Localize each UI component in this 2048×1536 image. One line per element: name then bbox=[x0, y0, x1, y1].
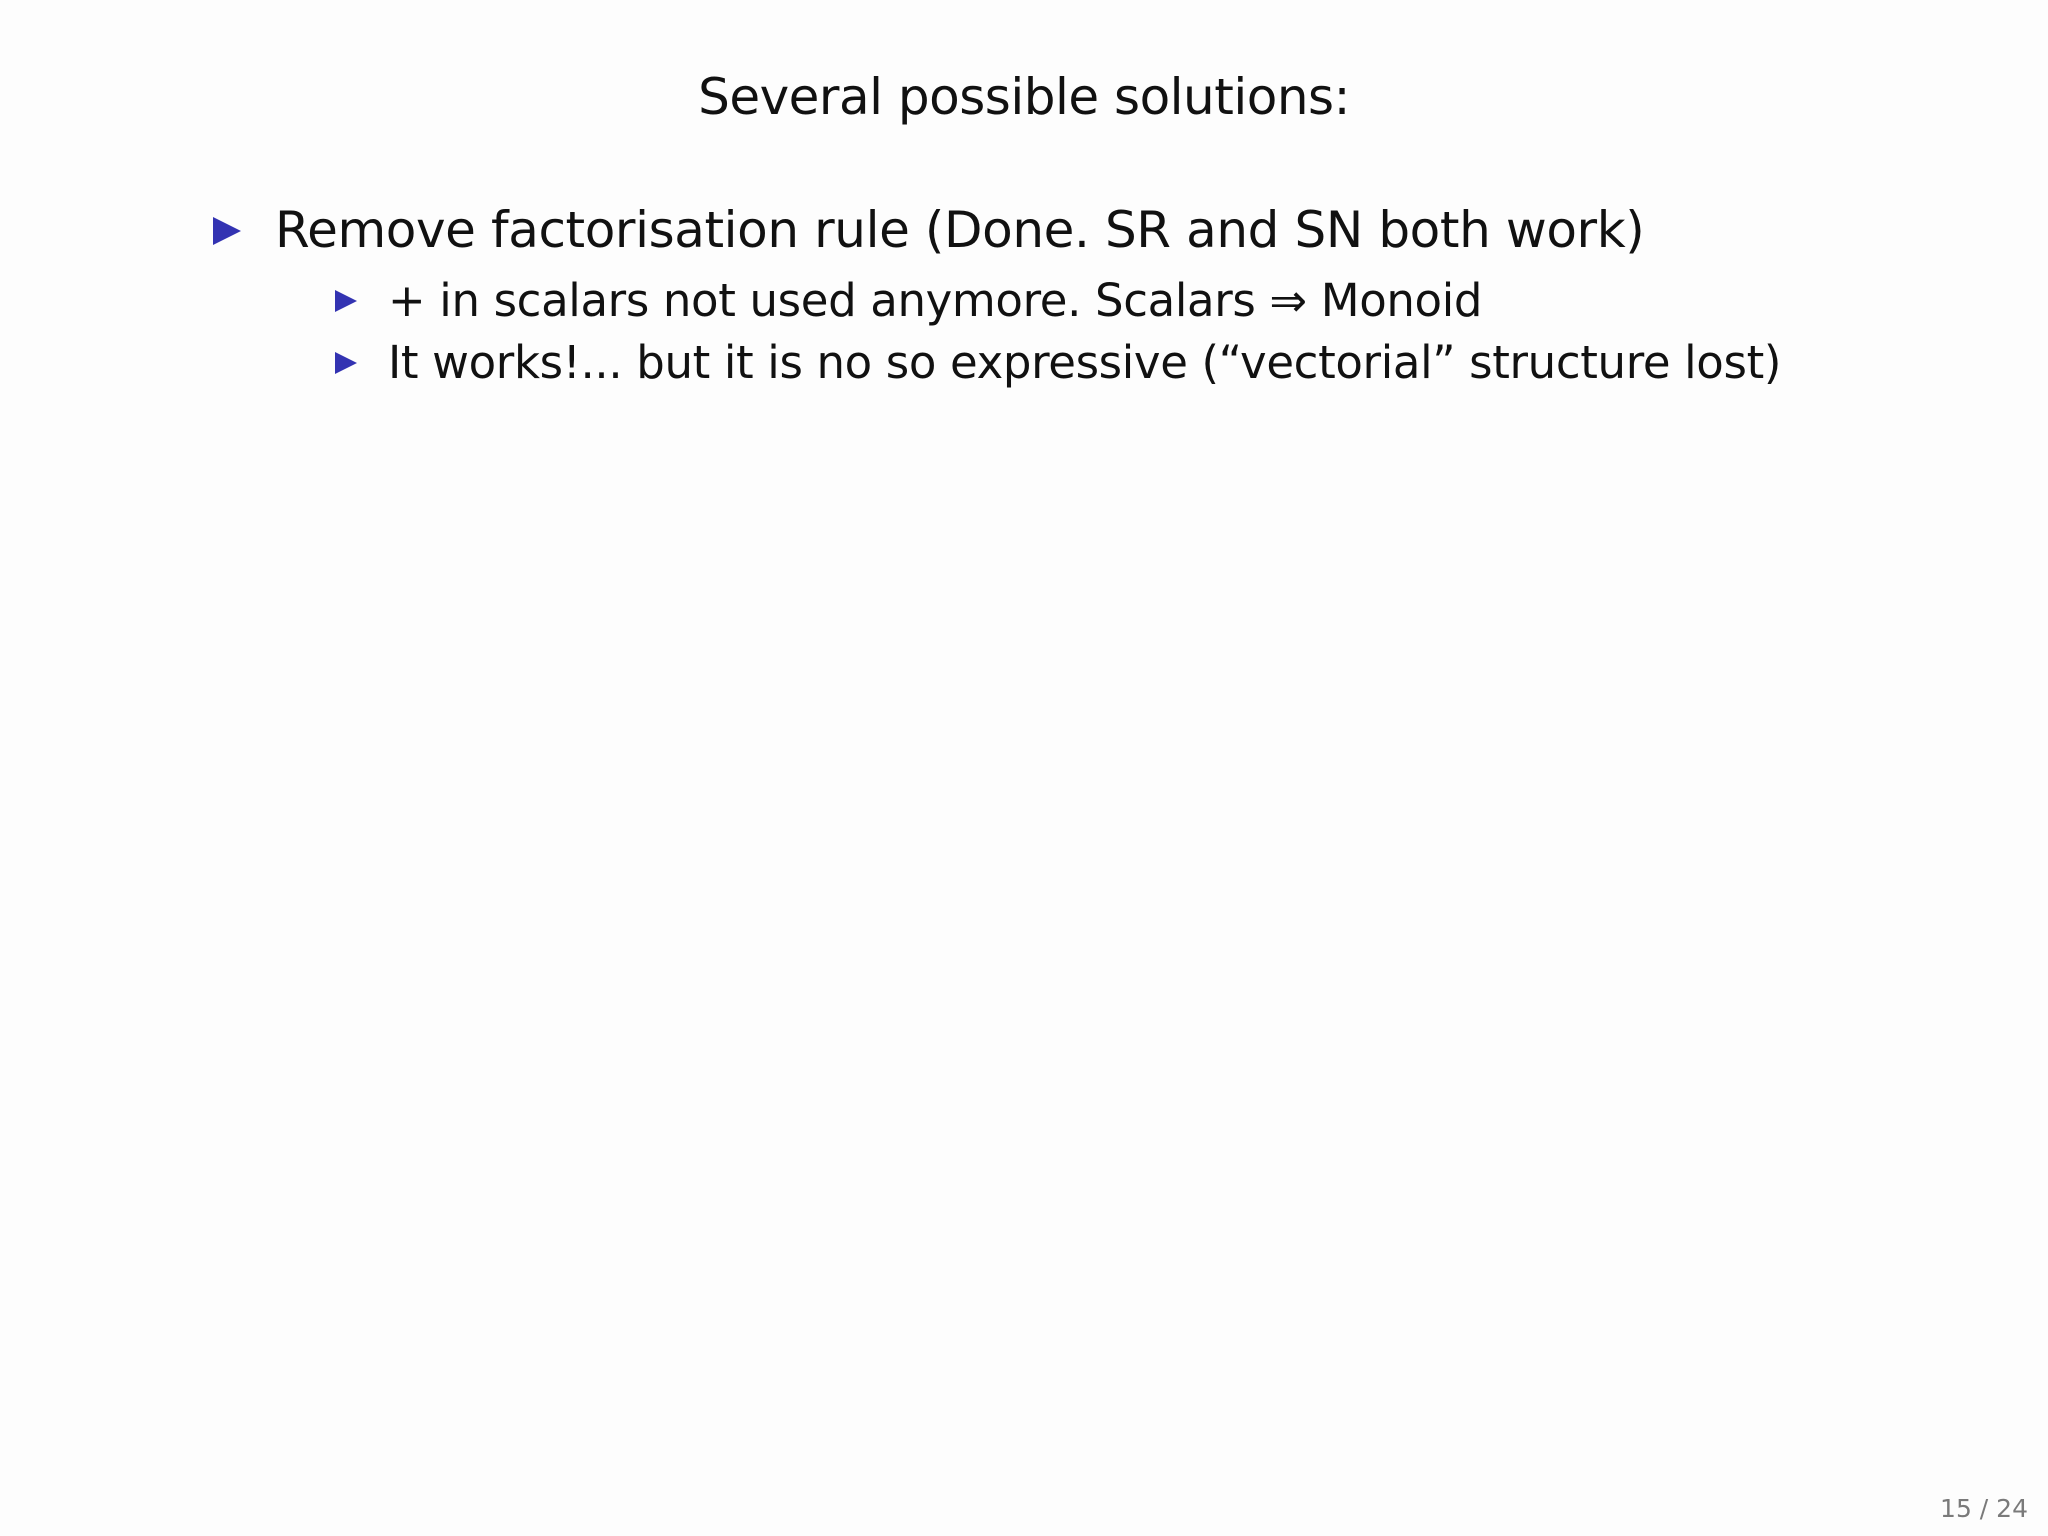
sub-bullet-text: + in scalars not used anymore. Scalars ⇒ Monoid bbox=[388, 274, 1483, 327]
bullet-list bbox=[0, 0, 2048, 600]
sub-bullet-text: It works!... but it is no so expressive (“vectorial” structure lost) bbox=[388, 336, 1782, 389]
bullet-text: Remove factorisation rule (Done. SR and SN both work) bbox=[275, 201, 1645, 259]
page-number: 15 / 24 bbox=[1940, 1494, 2028, 1523]
triangle-right-icon bbox=[335, 290, 357, 312]
slide-title: Several possible solutions: bbox=[698, 68, 1350, 126]
triangle-right-icon bbox=[213, 217, 241, 245]
triangle-right-icon bbox=[335, 352, 357, 374]
